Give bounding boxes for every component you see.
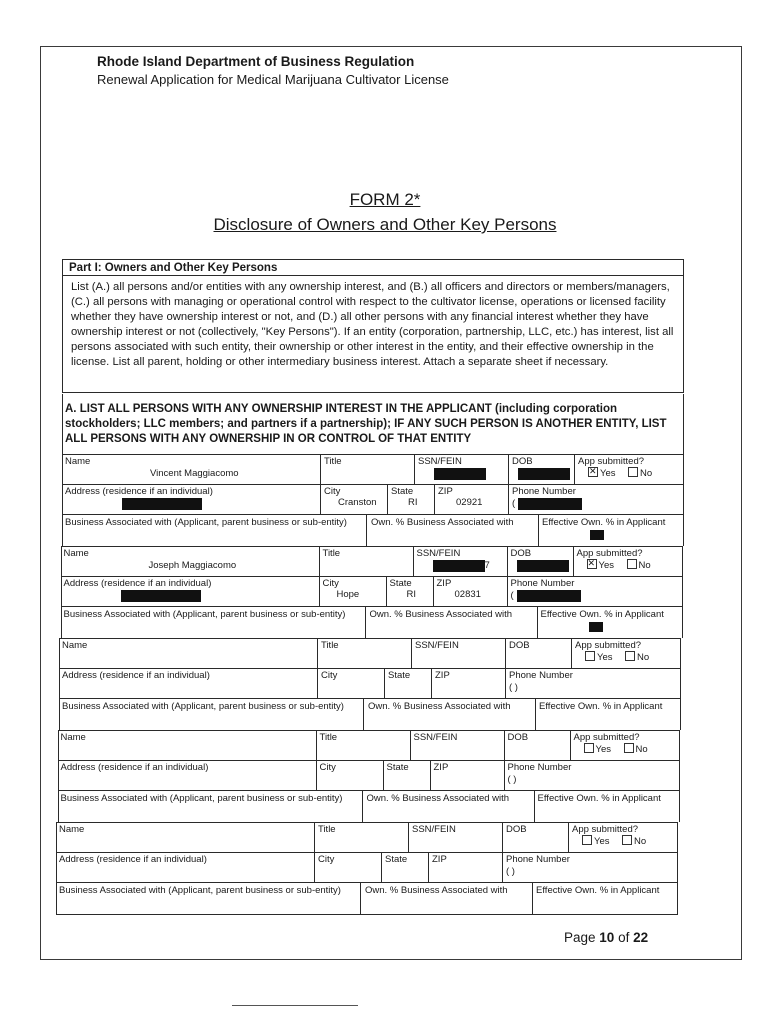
redacted-ssn	[434, 468, 486, 480]
address-label: Address (residence if an individual)	[59, 854, 207, 865]
zip-value[interactable]: 02921	[456, 497, 483, 508]
app-submitted-label: App submitted?	[572, 824, 639, 835]
ssn-label: SSN/FEIN	[413, 732, 458, 743]
redacted-dob	[517, 560, 569, 572]
dob-label: DOB	[512, 456, 533, 467]
phone-label: Phone Number	[510, 578, 575, 589]
app-yes-option[interactable]: Yes	[584, 743, 612, 755]
app-yes-option[interactable]: Yes	[582, 835, 610, 847]
app-no-option[interactable]: No	[622, 835, 646, 847]
department-name: Rhode Island Department of Business Regulation	[97, 54, 415, 69]
ssn-suffix: 7	[484, 560, 490, 571]
city-label: City	[324, 486, 341, 497]
app-submitted-label: App submitted?	[573, 732, 640, 743]
city-label: City	[321, 670, 338, 681]
app-yes-option[interactable]: Yes	[585, 651, 613, 663]
phone-value[interactable]: ( )	[506, 866, 515, 877]
title-label: Title	[321, 640, 339, 651]
effective-own-label: Effective Own. % in Applicant	[537, 793, 661, 804]
state-value[interactable]: RI	[406, 589, 416, 600]
name-label: Name	[60, 732, 86, 743]
zip-label: ZIP	[436, 578, 452, 589]
title-label: Title	[322, 548, 341, 559]
ssn-label: SSN/FEIN	[418, 456, 462, 467]
no-checkbox[interactable]	[628, 467, 638, 477]
yes-checkbox[interactable]	[587, 559, 597, 569]
yes-checkbox[interactable]	[588, 467, 598, 477]
app-submitted-label: App submitted?	[575, 640, 642, 651]
redacted-address	[122, 498, 202, 510]
state-label: State	[391, 486, 414, 497]
own-pct-label: Own. % Business Associated with	[369, 609, 513, 620]
title-label: Title	[318, 824, 336, 835]
person-block	[56, 822, 678, 914]
app-no-option[interactable]: No	[628, 467, 652, 479]
phone-label: Phone Number	[512, 486, 576, 497]
phone-label: Phone Number	[507, 762, 572, 773]
business-label: Business Associated with (Applicant, parent business or sub-entity)	[63, 609, 346, 620]
business-label: Business Associated with (Applicant, parent business or sub-entity)	[59, 885, 341, 896]
redacted-dob	[518, 468, 570, 480]
form-title: Disclosure of Owners and Other Key Persons	[213, 215, 557, 234]
address-label: Address (residence if an individual)	[60, 762, 209, 773]
own-pct-label: Own. % Business Associated with	[366, 793, 510, 804]
zip-label: ZIP	[438, 486, 453, 497]
app-submitted-label: App submitted?	[578, 456, 645, 467]
section-a	[62, 394, 684, 454]
app-no-option[interactable]: No	[627, 559, 651, 571]
city-value[interactable]: Cranston	[338, 497, 377, 508]
state-label: State	[385, 854, 408, 865]
redacted-phone	[517, 590, 581, 602]
yes-checkbox[interactable]	[582, 835, 592, 845]
name-label: Name	[59, 824, 85, 835]
business-label: Business Associated with (Applicant, parent business or sub-entity)	[60, 793, 343, 804]
own-pct-label: Own. % Business Associated with	[365, 885, 508, 896]
part1-instructions: List (A.) all persons and/or entities with any ownership interest, and (B.) all officers and directors or members/managers, (C.) all persons with managing or operational control with respect to the cultivator license, operations or licensed facility whether they have ownership interest or not, and (D.) all other persons with any financial interest whether they have ownership interest or not (collectively, "Key Persons"). If an entity (corporation, partnership, LLC, etc.) has interest, list all persons associated with such entity, their ownership or other interest in the entity, and their effective ownership in the license. List all parent, holding or other intermediary business interest. Attach a separate sheet if necessary.	[71, 281, 674, 368]
name-value[interactable]: Joseph Maggiacomo	[148, 560, 237, 571]
redacted-effective-own	[590, 530, 604, 540]
dob-label: DOB	[507, 732, 529, 743]
dob-label: DOB	[506, 824, 527, 835]
city-label: City	[319, 762, 336, 773]
redacted-phone	[518, 498, 582, 510]
page-number: Page 10 of 22	[564, 930, 649, 945]
application-title: Renewal Application for Medical Marijuana Cultivator License	[97, 72, 449, 87]
state-value[interactable]: RI	[408, 497, 418, 508]
no-checkbox[interactable]	[627, 559, 637, 569]
app-no-option[interactable]: No	[625, 651, 649, 663]
person-block: Name Vincent Maggiacomo Title SSN/FEIN DOB App submitted? ✕Yes No Address (residence if an individual) City Cranston State RI ZIP 02921 Phone Number ( Business Associated with (Applicant, parent business or sub-entity) Own. % Business Associated with Effective Own. % in Applicant	[62, 454, 684, 546]
title-label: Title	[324, 456, 342, 467]
yes-checkbox[interactable]	[585, 651, 595, 661]
footer-rule	[232, 1005, 358, 1006]
person-block: Name Joseph Maggiacomo Title SSN/FEIN 7 DOB App submitted? ✕Yes No Address (residence if an individual) City Hope State RI ZIP 02831 Phone Number ( Business Associated with (Applicant, parent business or sub-entity) Own. % Business Associated with Effective Own. % in Applicant	[61, 546, 683, 638]
title-label: Title	[319, 732, 338, 743]
name-label: Name	[63, 548, 89, 559]
app-yes-option[interactable]: ✕Yes	[587, 559, 615, 571]
city-label: City	[318, 854, 335, 865]
redacted-address	[121, 590, 201, 602]
state-label: State	[386, 762, 409, 773]
no-checkbox[interactable]	[624, 743, 634, 753]
effective-own-label: Effective Own. % in Applicant	[542, 517, 666, 528]
person-block	[58, 730, 680, 822]
no-checkbox[interactable]	[625, 651, 635, 661]
app-no-option[interactable]: No	[624, 743, 648, 755]
business-label: Business Associated with (Applicant, parent business or sub-entity)	[65, 517, 347, 528]
phone-label: Phone Number	[509, 670, 573, 681]
dob-label: DOB	[510, 548, 532, 559]
city-label: City	[322, 578, 339, 589]
effective-own-label: Effective Own. % in Applicant	[539, 701, 663, 712]
zip-value[interactable]: 02831	[454, 589, 481, 600]
name-label: Name	[62, 640, 88, 651]
address-label: Address (residence if an individual)	[62, 670, 210, 681]
address-label: Address (residence if an individual)	[63, 578, 212, 589]
city-value[interactable]: Hope	[336, 589, 360, 600]
name-value[interactable]: Vincent Maggiacomo	[150, 468, 239, 479]
phone-value[interactable]: ( )	[507, 774, 517, 785]
own-pct-label: Own. % Business Associated with	[368, 701, 511, 712]
section-a-heading: A. LIST ALL PERSONS WITH ANY OWNERSHIP INTEREST IN THE APPLICANT (including corporation stockholders; LLC members; and partners if a partnership); IF ANY SUCH PERSON IS ANOTHER ENTITY, LIST ALL PERSONS WITH ANY OWNERSHIP IN OR CONTROL OF THAT ENTITY	[65, 403, 667, 445]
phone-label: Phone Number	[506, 854, 570, 865]
own-pct-label: Own. % Business Associated with	[371, 517, 514, 528]
name-label: Name	[65, 456, 91, 467]
person-block	[59, 638, 681, 730]
effective-own-label: Effective Own. % in Applicant	[540, 609, 664, 620]
ssn-label: SSN/FEIN	[415, 640, 459, 651]
zip-label: ZIP	[433, 762, 449, 773]
no-checkbox[interactable]	[622, 835, 632, 845]
ssn-label: SSN/FEIN	[412, 824, 456, 835]
app-yes-option[interactable]: ✕Yes	[588, 467, 616, 479]
ssn-label: SSN/FEIN	[416, 548, 461, 559]
business-label: Business Associated with (Applicant, parent business or sub-entity)	[62, 701, 344, 712]
state-label: State	[388, 670, 411, 681]
address-label: Address (residence if an individual)	[65, 486, 213, 497]
phone-value[interactable]: ( )	[509, 682, 518, 693]
redacted-effective-own	[589, 622, 603, 632]
redacted-ssn	[433, 560, 485, 572]
app-submitted-label: App submitted?	[576, 548, 643, 559]
state-label: State	[389, 578, 412, 589]
zip-label: ZIP	[432, 854, 447, 865]
form-number: FORM 2*	[349, 190, 421, 209]
part1-box	[62, 259, 684, 393]
zip-label: ZIP	[435, 670, 450, 681]
part1-heading: Part I: Owners and Other Key Persons	[63, 260, 683, 276]
yes-checkbox[interactable]	[584, 743, 594, 753]
effective-own-label: Effective Own. % in Applicant	[536, 885, 660, 896]
dob-label: DOB	[509, 640, 530, 651]
